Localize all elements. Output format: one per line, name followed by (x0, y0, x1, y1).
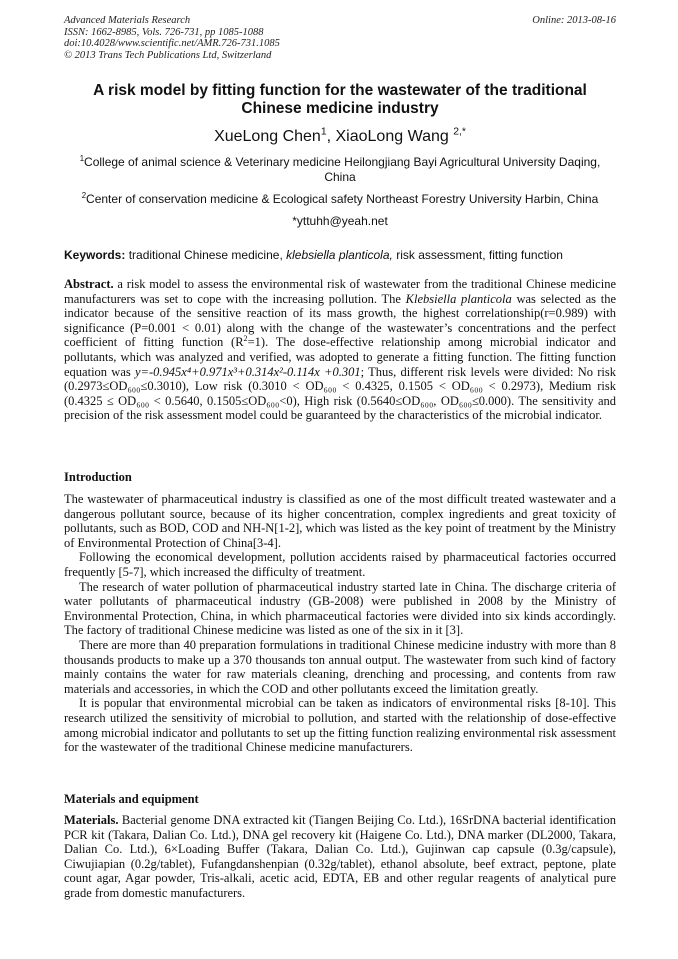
affiliation-2-marker: 2 (81, 191, 87, 200)
abstract-r2-sup: 2 (243, 334, 248, 344)
abstract-text-1: a risk model to assess the environmental risk of wastewater from the traditional Chinese medicine manufacturers was set to cope with the increasing pollution. The (64, 277, 616, 306)
section-heading-introduction: Introduction (64, 470, 132, 484)
affiliation-2-text: Center of conservation medicine & Ecological safety Northeast Forestry University Harbin, China (86, 192, 599, 206)
abstract-text-4: ; Thus, different risk levels were divided: No risk (0.2973≤OD₆₀₀≤0.3010), Low risk (0.3010 < OD₆₀₀ < 0.4325, 0.1505 < OD₆₀₀ < 0.2973), Medium risk (0.4325 ≤ OD₆₀₀ < 0.5640, 0.1505≤OD₆₀₀<0), High risk (0.5640≤OD₆₀₀, OD₆₀₀≤0.000). The sensitivity and precision of the risk assessment model could be guaranteed by the characteristics of the microbial indicator. (64, 364, 616, 423)
materials (64, 813, 616, 901)
introduction (64, 492, 616, 755)
section-heading-materials: Materials and equipment (64, 792, 199, 806)
affiliation-1-marker: 1 (79, 154, 85, 163)
affiliation-2 (64, 192, 616, 207)
journal-name: Advanced Materials Research (64, 15, 191, 26)
keywords-label: Keywords: (64, 248, 126, 262)
author-list (64, 128, 616, 146)
keywords-text-1: traditional Chinese medicine, (125, 248, 287, 262)
keywords-species: klebsiella planticola, (286, 248, 393, 262)
materials-text: Bacterial genome DNA extracted kit (Tiangen Beijing Co. Ltd.), 16SrDNA bacterial identification PCR kit (Takara, Dalian Co. Ltd.), DNA gel recovery kit (Haigene Co. Ltd.), DNA marker (DL2000, Takara, Dalian Co. Ltd.), 6×Loading Buffer (Takara, Dalian Co. Ltd.), Gujinwan cap capsule (0.3g/capsule), Ciwujiapian (0.2g/tablet), Fufangdanshenpian (0.32g/tablet), ethanol absolute, beef extract, peptone, plate count agar, Agar powder, Tris-alkali, acetic acid, EDTA, EB and other regular reagents of analytical pure grade from domestic manufacturers. (64, 813, 616, 900)
title-line-1: A risk model by fitting function for the wastewater of the traditional (93, 82, 587, 99)
abstract (64, 277, 616, 423)
abstract-equation: y=-0.945x⁴+0.971x³+0.314x²-0.114x +0.301 (135, 364, 361, 379)
abstract-text-3: =1). The dose-effective relationship among microbial indicator and pollutants, which was analyzed and verified, was adopted to generate a fitting function. The fitting function equation was (64, 335, 616, 379)
affiliation-1-line-2: China (324, 170, 356, 184)
affiliation-1-line-1: College of animal science & Veterinary medicine Heilongjiang Bayi Agricultural University Daqing, (84, 155, 601, 169)
affiliation-1 (64, 155, 616, 185)
issn-line: ISSN: 1662-8985, Vols. 726-731, pp 1085-1088 (64, 26, 264, 38)
doi-line[interactable]: doi:10.4028/www.scientific.net/AMR.726-731.1085 (64, 38, 280, 49)
online-date: Online: 2013-08-16 (532, 15, 616, 26)
abstract-label: Abstract. (64, 277, 114, 291)
abstract-text-2: was selected as the indicator because of the sensitive reaction of its mass growth, the highest correlationship(r=0.989) with significance (P=0.001 < 0.01) along with the change of the wastewater’s concentrations and the perfect coefficient of fitting function (R (64, 291, 616, 350)
author-2: XiaoLong Wang (335, 128, 449, 145)
author-2-affil: 2,* (453, 126, 466, 138)
journal-header (64, 15, 616, 61)
title-line-2: Chinese medicine industry (241, 100, 439, 117)
intro-paragraph: There are more than 40 preparation formulations in traditional Chinese medicine industry with more than 8 thousands products to make up a 370 thousands ton annual output. The wastewater from such kind of factory mainly contains the water for raw materials cleaning, drenching and processing, and contents from raw materials and accessories, in which the COD and other pollutants exceed the limitation greatly. (64, 637, 616, 696)
abstract-species: Klebsiella planticola (405, 291, 512, 306)
paper-title (64, 82, 616, 118)
keywords (64, 248, 616, 262)
materials-label: Materials. (64, 813, 119, 827)
corresponding-email[interactable]: *yttuhh@yeah.net (292, 214, 388, 228)
intro-paragraph: Following the economical development, pollution accidents raised by pharmaceutical factories occurred frequently [5-7], which increased the difficulty of treatment. (64, 550, 616, 579)
keywords-text-2: risk assessment, fitting function (392, 248, 563, 262)
intro-paragraph: It is popular that environmental microbial can be taken as indicators of environmental risks [8-10]. This research utilized the sensitivity of microbial to pollution, and started with the relationship of dose-effective among microbial indicator and pollutants to set up the fitting function realizing environmental risk assessment for the wastewater of the traditional Chinese medicine manufacturers. (64, 696, 616, 755)
author-separator: , (326, 128, 336, 145)
intro-paragraph: The research of water pollution of pharmaceutical industry started late in China. The discharge criteria of water pollutants of pharmaceutical industry (GB-2008) were published in 2008 by the Ministry of Environmental Protection, China, in which pharmaceutical factories were divided into six kinds accordingly. The factory of traditional Chinese medicine was listed as one of the six in it [3]. (64, 579, 616, 638)
intro-paragraph: The wastewater of pharmaceutical industry is classified as one of the most difficult treated wastewater and a dangerous pollutant source, because of its higher concentration, complex ingredients and great toxicity of pollutants, such as BOD, COD and NH-N[1-2], which was listed as the key point of treatment by the Ministry of Environmental Protection of China[3-4]. (64, 492, 616, 550)
copyright-line: © 2013 Trans Tech Publications Ltd, Switzerland (64, 49, 272, 61)
author-1-affil: 1 (320, 126, 327, 138)
author-1: XueLong Chen (214, 128, 321, 145)
